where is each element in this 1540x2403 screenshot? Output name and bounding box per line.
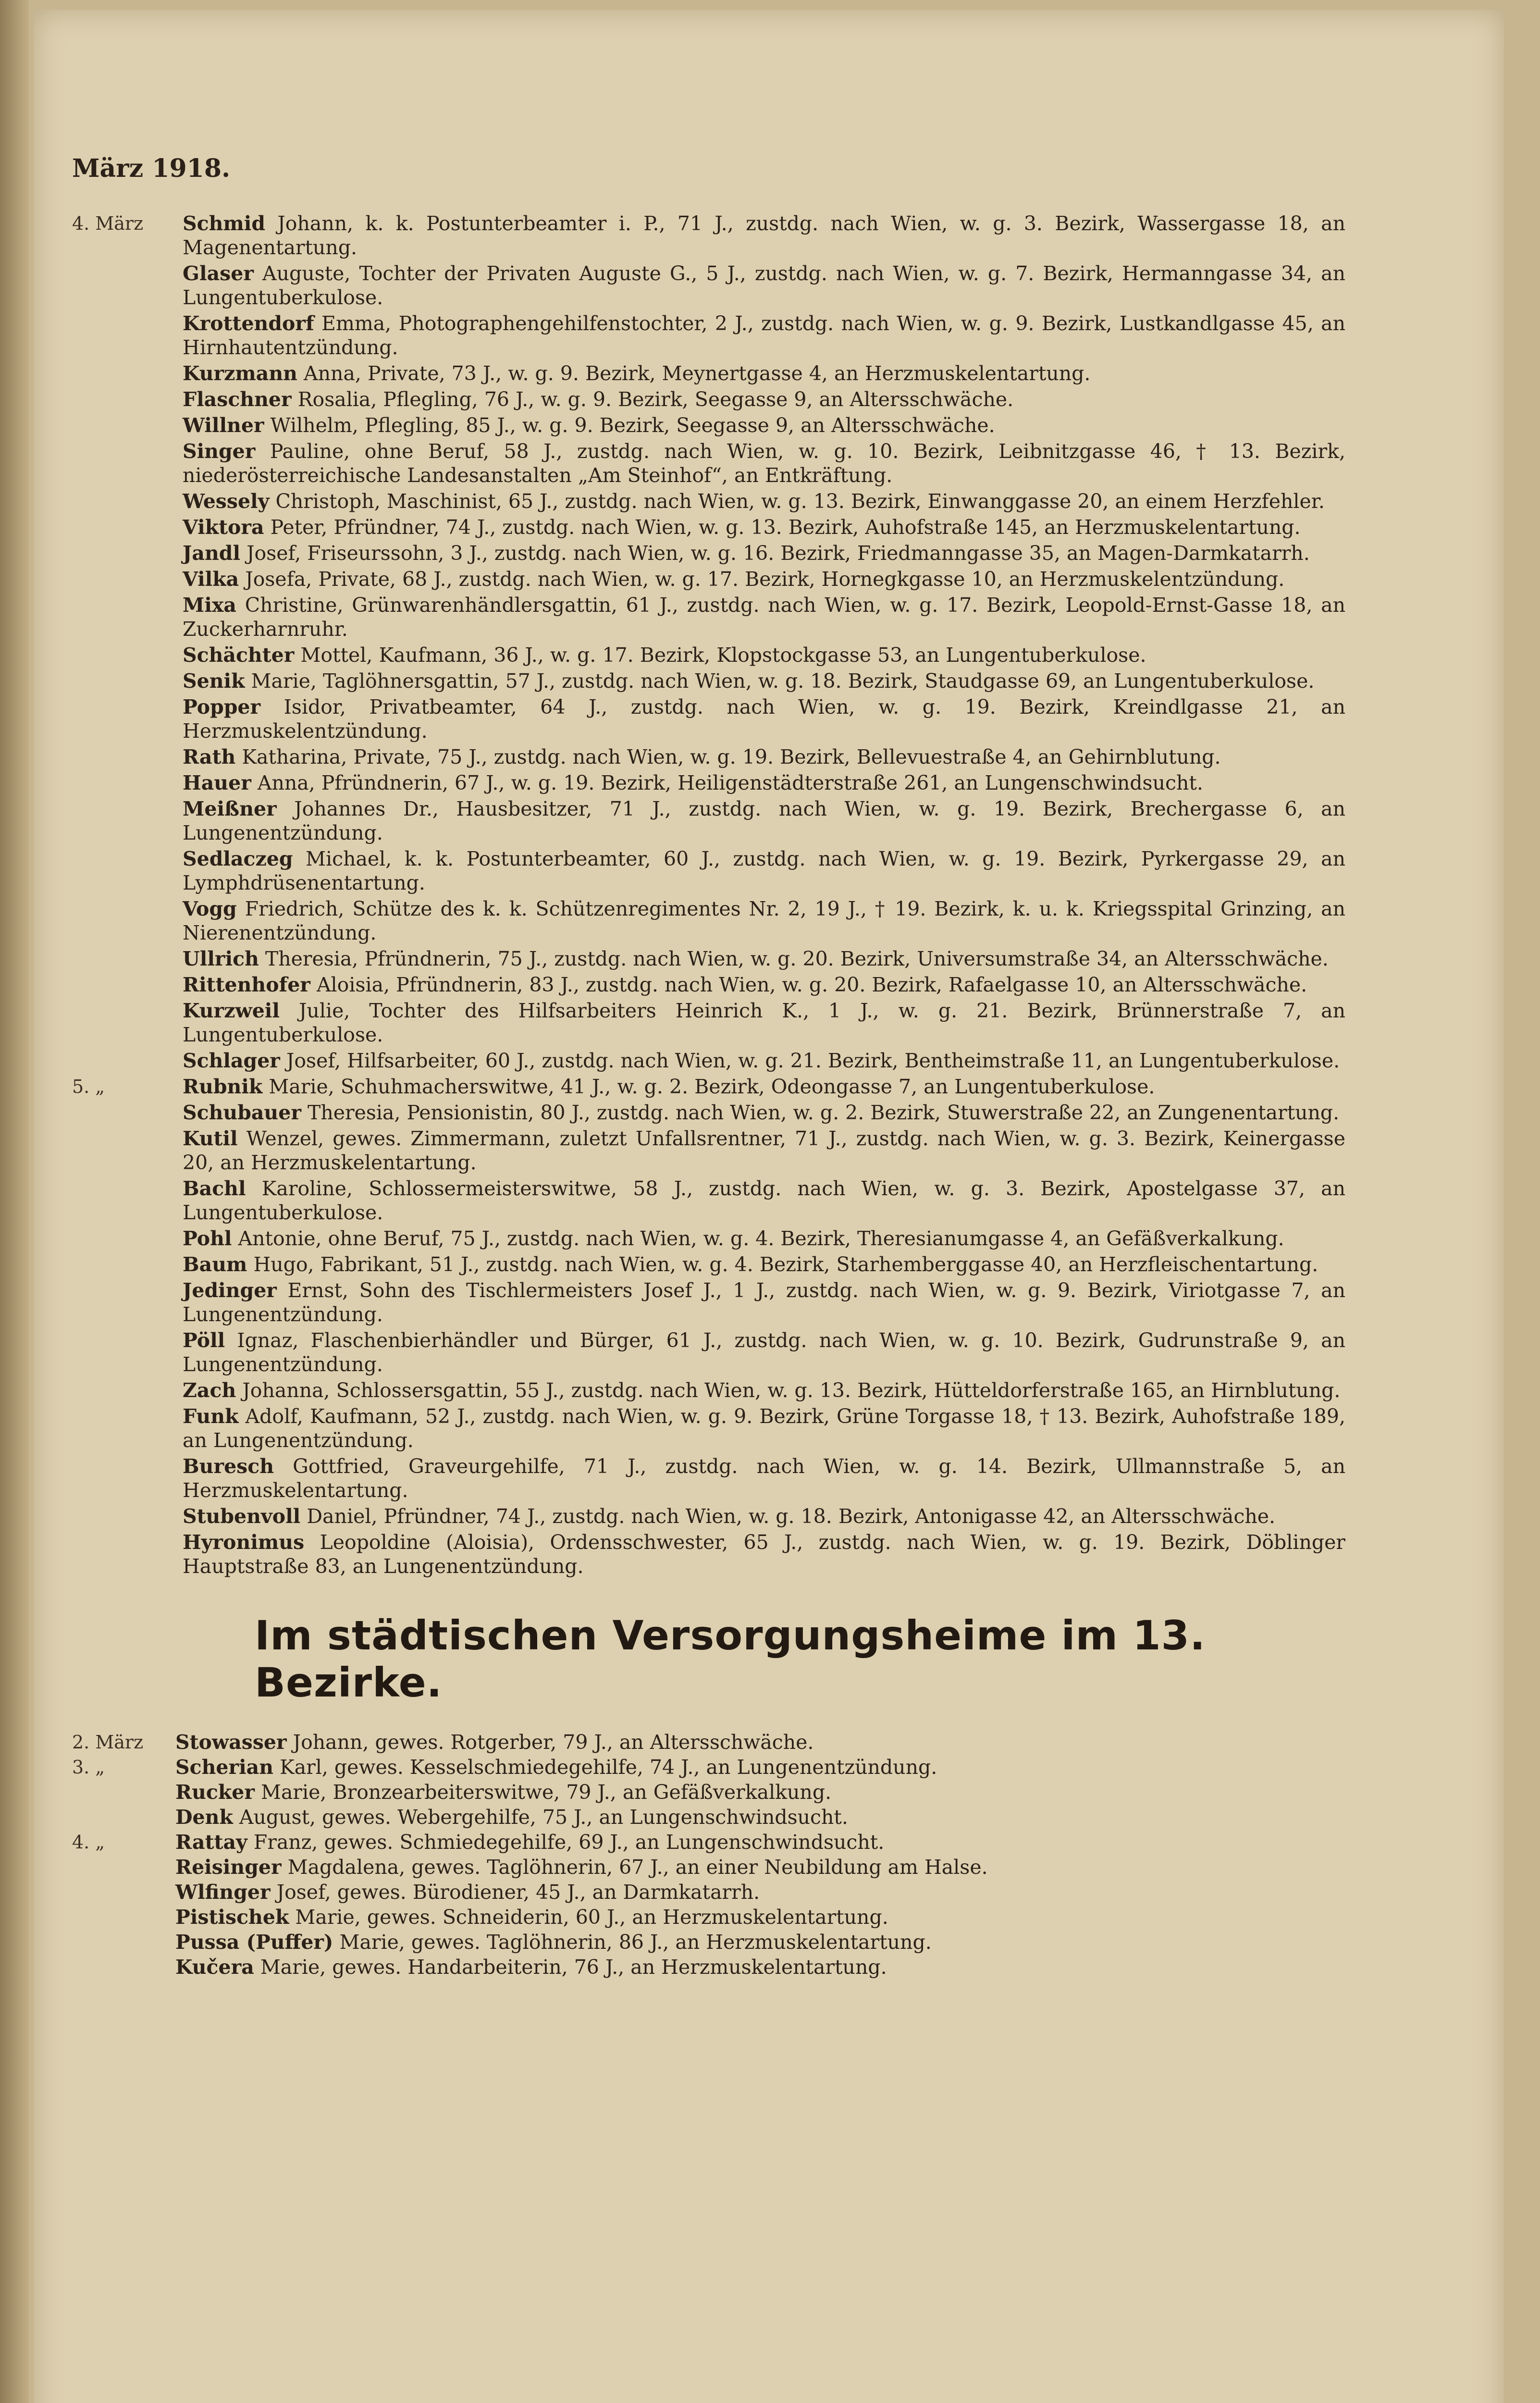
entry-body [183, 261, 1345, 310]
entry-date: 2. März [72, 1732, 144, 1753]
entry-surname: Buresch [183, 1455, 274, 1478]
entry-surname: Wlfinger [175, 1881, 271, 1904]
register-entry [72, 593, 1345, 641]
entry-surname: Schächter [183, 644, 295, 667]
register-entry [72, 439, 1345, 487]
entry-body [183, 541, 1345, 565]
entry-surname: Pistischek [175, 1906, 289, 1929]
entry-surname: Bachl [183, 1177, 246, 1200]
entry-body [183, 1226, 1345, 1251]
entry-surname: Baum [183, 1253, 247, 1276]
register-entry [72, 311, 1345, 359]
entry-surname: Jandl [183, 542, 241, 565]
entry-details: Daniel, Pfründner, 74 J., zustdg. nach Wien, w. g. 18. Bezirk, Antonigasse 42, an Altersschwäche. [307, 1505, 1276, 1528]
entry-surname: Schmid [183, 212, 266, 235]
entry-details: Peter, Pfründner, 74 J., zustdg. nach Wien, w. g. 13. Bezirk, Auhofstraße 145, an Herzmuskelentartung. [270, 516, 1301, 539]
entry-details: Adolf, Kaufmann, 52 J., zustdg. nach Wien, w. g. 9. Bezirk, Grüne Torgasse 18, † 13. Bezirk, Auhofstraße 189, an Lungenentzündung. [183, 1405, 1345, 1452]
register-entry [72, 1404, 1345, 1452]
entry-details: Marie, gewes. Schneiderin, 60 J., an Herzmuskelentartung. [295, 1906, 888, 1929]
entry-surname: Pöll [183, 1329, 225, 1352]
entry-details: Leopoldine (Aloisia), Ordensschwester, 65 J., zustdg. nach Wien, w. g. 19. Bezirk, Döblinger Hauptstraße 83, an Lungenentzündung. [183, 1531, 1345, 1578]
entry-surname: Rattay [175, 1831, 247, 1854]
entry-surname: Kutil [183, 1127, 238, 1150]
entry-surname: Schlager [183, 1049, 280, 1072]
entry-details: Emma, Photographengehilfenstochter, 2 J., zustdg. nach Wien, w. g. 9. Bezirk, Lustkandlgasse 45, an Hirnhautentzündung. [183, 312, 1345, 359]
entry-details: Magdalena, gewes. Taglöhnerin, 67 J., an einer Neubildung am Halse. [287, 1856, 988, 1879]
entry-details: Friedrich, Schütze des k. k. Schützenregimentes Nr. 2, 19 J., † 19. Bezirk, k. u. k. Kriegsspital Grinzing, an Nierenentzündung. [183, 897, 1345, 944]
register-entry [72, 1780, 1345, 1804]
register-entry [72, 1177, 1345, 1225]
entry-body [175, 1880, 1345, 1904]
entry-body [183, 1075, 1345, 1099]
entry-details: Gottfried, Graveurgehilfe, 71 J., zustdg. nach Wien, w. g. 14. Bezirk, Ullmannstraße 5, an Herzmuskelentartung. [183, 1455, 1345, 1502]
entry-details: Anna, Pfründnerin, 67 J., w. g. 19. Bezirk, Heiligenstädterstraße 261, an Lungenschwindsucht. [257, 771, 1203, 794]
entry-surname: Singer [183, 440, 256, 463]
register-entry [72, 745, 1345, 769]
entry-details: Josef, Friseurssohn, 3 J., zustdg. nach Wien, w. g. 16. Bezirk, Friedmanngasse 35, an Magen-Darmkatarrh. [246, 542, 1310, 565]
register-entry [72, 1252, 1345, 1276]
entry-surname: Pussa (Puffer) [175, 1931, 333, 1954]
entry-surname: Popper [183, 695, 261, 718]
entry-body [183, 1177, 1345, 1225]
entry-details: Katharina, Private, 75 J., zustdg. nach Wien, w. g. 19. Bezirk, Bellevuestraße 4, an Gehirnblutung. [242, 745, 1221, 768]
register-entry [72, 643, 1345, 667]
entry-details: Mottel, Kaufmann, 36 J., w. g. 17. Bezirk, Klopstockgasse 53, an Lungentuberkulose. [300, 644, 1146, 667]
register-entry [72, 261, 1345, 310]
register-entry [72, 1328, 1345, 1376]
entry-details: Theresia, Pfründnerin, 75 J., zustdg. nach Wien, w. g. 20. Bezirk, Universumstraße 34, an Altersschwäche. [265, 947, 1329, 970]
entry-surname: Rucker [175, 1781, 255, 1804]
book-binding [0, 0, 29, 2403]
entry-surname: Denk [175, 1806, 233, 1829]
register-entry [72, 797, 1345, 845]
entry-body [183, 1378, 1345, 1402]
entry-body [175, 1805, 1345, 1829]
entry-details: Auguste, Tochter der Privaten Auguste G., 5 J., zustdg. nach Wien, w. g. 7. Bezirk, Hermanngasse 34, an Lungentuberkulose. [183, 262, 1345, 309]
register-entry [72, 1905, 1345, 1929]
entry-surname: Zach [183, 1379, 236, 1402]
entry-surname: Hauer [183, 771, 251, 794]
page-header: März 1918. [72, 154, 231, 183]
entry-surname: Hyronimus [183, 1531, 305, 1554]
register-entry [72, 567, 1345, 591]
register-entry [72, 1955, 1345, 1979]
entry-surname: Kurzweil [183, 999, 280, 1022]
register-entry [72, 1504, 1345, 1528]
entry-body [183, 771, 1345, 795]
register-entry [72, 211, 1345, 260]
entry-body [183, 439, 1345, 487]
entry-details: Wilhelm, Pflegling, 85 J., w. g. 9. Bezirk, Seegasse 9, an Altersschwäche. [270, 414, 995, 437]
entry-body [183, 669, 1345, 693]
register-entry [72, 1378, 1345, 1402]
entry-body [175, 1730, 1345, 1754]
register-entry [72, 1755, 1345, 1779]
entry-details: Johannes Dr., Hausbesitzer, 71 J., zustdg. nach Wien, w. g. 19. Bezirk, Brechergasse 6, an Lungenentzündung. [183, 797, 1345, 844]
entry-details: Michael, k. k. Postunterbeamter, 60 J., zustdg. nach Wien, w. g. 19. Bezirk, Pyrkergasse 29, an Lymphdrüsenentartung. [183, 847, 1345, 894]
entry-details: Marie, gewes. Taglöhnerin, 86 J., an Herzmuskelentartung. [339, 1931, 932, 1954]
entry-surname: Stowasser [175, 1731, 287, 1754]
register-entry [72, 541, 1345, 565]
entry-body [183, 1278, 1345, 1326]
entry-surname: Schubauer [183, 1101, 301, 1124]
entry-surname: Glaser [183, 262, 254, 285]
register-entry [72, 361, 1345, 385]
register-entry [72, 1930, 1345, 1954]
entry-body [175, 1755, 1345, 1779]
register-entry [72, 1049, 1345, 1073]
entry-body [183, 643, 1345, 667]
entry-surname: Ullrich [183, 947, 259, 970]
entry-surname: Vilka [183, 568, 239, 591]
section-title: Im städtischen Versorgungsheime im 13. Bezirke. [255, 1612, 1206, 1706]
entry-body [183, 311, 1345, 359]
entry-body [183, 947, 1345, 971]
entry-surname: Rittenhofer [183, 973, 310, 996]
death-register-list [72, 211, 1345, 1578]
register-entry [72, 515, 1345, 539]
entry-body [183, 1530, 1345, 1578]
entry-details: Ignaz, Flaschenbierhändler und Bürger, 61 J., zustdg. nach Wien, w. g. 10. Bezirk, Gudrunstraße 9, an Lungenentzündung. [183, 1329, 1345, 1376]
register-entry [72, 1730, 1345, 1754]
entry-surname: Meißner [183, 797, 277, 820]
entry-surname: Flaschner [183, 388, 292, 411]
entry-body [183, 999, 1345, 1047]
entry-surname: Kučera [175, 1956, 254, 1979]
entry-date: 3. „ [72, 1757, 105, 1778]
entry-details: Karoline, Schlossermeisterswitwe, 58 J., zustdg. nach Wien, w. g. 3. Bezirk, Apostelgasse 37, an Lungentuberkulose. [183, 1177, 1345, 1224]
entry-details: Ernst, Sohn des Tischlermeisters Josef J., 1 J., zustdg. nach Wien, w. g. 9. Bezirk, Viriotgasse 7, an Lungenentzündung. [183, 1279, 1345, 1326]
entry-body [183, 515, 1345, 539]
entry-surname: Sedlaczeg [183, 847, 293, 870]
entry-details: Johann, gewes. Rotgerber, 79 J., an Altersschwäche. [293, 1731, 814, 1754]
register-entry [72, 489, 1345, 513]
entry-details: Theresia, Pensionistin, 80 J., zustdg. nach Wien, w. g. 2. Bezirk, Stuwerstraße 22, an Zungenentartung. [307, 1101, 1340, 1124]
register-entry [72, 1075, 1345, 1099]
entry-body [183, 897, 1345, 945]
entry-surname: Vogg [183, 897, 237, 920]
register-content [72, 211, 1345, 1980]
entry-surname: Viktora [183, 516, 264, 539]
entry-details: Aloisia, Pfründnerin, 83 J., zustdg. nach Wien, w. g. 20. Bezirk, Rafaelgasse 10, an Altersschwäche. [316, 973, 1307, 996]
register-entry [72, 1855, 1345, 1879]
entry-surname: Stubenvoll [183, 1505, 301, 1528]
entry-date: 5. „ [72, 1076, 105, 1097]
entry-body [175, 1905, 1345, 1929]
entry-details: Wenzel, gewes. Zimmermann, zuletzt Unfallsrentner, 71 J., zustdg. nach Wien, w. g. 3. Bezirk, Keinergasse 20, an Herzmuskelentartung. [183, 1127, 1345, 1174]
entry-details: Josef, Hilfsarbeiter, 60 J., zustdg. nach Wien, w. g. 21. Bezirk, Bentheimstraße 11, an Lungentuberkulose. [286, 1049, 1340, 1072]
entry-body [183, 973, 1345, 997]
entry-body [183, 1454, 1345, 1502]
entry-surname: Jedinger [183, 1279, 277, 1302]
entry-body [183, 1101, 1345, 1125]
entry-surname: Pohl [183, 1227, 232, 1250]
register-entry [72, 1880, 1345, 1904]
entry-body [183, 387, 1345, 411]
register-entry [72, 1278, 1345, 1326]
entry-details: Pauline, ohne Beruf, 58 J., zustdg. nach Wien, w. g. 10. Bezirk, Leibnitzgasse 46, † 13. Bezirk, niederösterreichische Landesanstalten „Am Steinhof“, an Entkräftung. [183, 440, 1345, 487]
register-entry [72, 1127, 1345, 1175]
entry-details: August, gewes. Webergehilfe, 75 J., an Lungenschwindsucht. [239, 1806, 848, 1829]
entry-body [175, 1855, 1345, 1879]
entry-body [183, 1127, 1345, 1175]
entry-details: Karl, gewes. Kesselschmiedegehilfe, 74 J., an Lungenentzündung. [280, 1756, 937, 1779]
entry-details: Johann, k. k. Postunterbeamter i. P., 71 J., zustdg. nach Wien, w. g. 3. Bezirk, Wassergasse 18, an Magenentartung. [183, 212, 1345, 259]
entry-details: Marie, Taglöhnersgattin, 57 J., zustdg. nach Wien, w. g. 18. Bezirk, Staudgasse 69, an Lungentuberkulose. [251, 669, 1315, 693]
register-entry [72, 387, 1345, 411]
register-entry [72, 999, 1345, 1047]
entry-surname: Mixa [183, 594, 236, 617]
entry-details: Marie, Bronzearbeiterswitwe, 79 J., an Gefäßverkalkung. [261, 1781, 832, 1804]
register-entry [72, 1805, 1345, 1829]
register-entry [72, 1226, 1345, 1251]
entry-details: Johanna, Schlossersgattin, 55 J., zustdg. nach Wien, w. g. 13. Bezirk, Hütteldorferstraße 165, an Hirnblutung. [242, 1379, 1341, 1402]
entry-body [183, 361, 1345, 385]
entry-details: Christoph, Maschinist, 65 J., zustdg. nach Wien, w. g. 13. Bezirk, Einwanggasse 20, an einem Herzfehler. [275, 490, 1325, 513]
entry-body [183, 797, 1345, 845]
entry-surname: Willner [183, 414, 264, 437]
entry-details: Josefa, Private, 68 J., zustdg. nach Wien, w. g. 17. Bezirk, Hornegkgasse 10, an Herzmuskelentzündung. [245, 568, 1285, 591]
entry-surname: Rath [183, 745, 236, 768]
register-entry [72, 973, 1345, 997]
entry-date: 4. „ [72, 1832, 105, 1853]
register-entry [72, 1830, 1345, 1854]
entry-body [183, 211, 1345, 260]
register-entry [72, 1530, 1345, 1578]
entry-body [175, 1780, 1345, 1804]
entry-body [183, 1504, 1345, 1528]
entry-body [175, 1830, 1345, 1854]
entry-body [183, 413, 1345, 437]
entry-surname: Rubnik [183, 1075, 263, 1098]
register-entry [72, 1101, 1345, 1125]
register-entry [72, 695, 1345, 743]
entry-surname: Krottendorf [183, 312, 314, 335]
entry-details: Franz, gewes. Schmiedegehilfe, 69 J., an Lungenschwindsucht. [253, 1831, 885, 1854]
entry-body [183, 1049, 1345, 1073]
entry-body [183, 1328, 1345, 1376]
entry-body [175, 1955, 1345, 1979]
entry-body [183, 695, 1345, 743]
entry-surname: Wessely [183, 490, 270, 513]
entry-details: Marie, Schuhmacherswitwe, 41 J., w. g. 2. Bezirk, Odeongasse 7, an Lungentuberkulose. [269, 1075, 1155, 1098]
entry-surname: Funk [183, 1405, 239, 1428]
entry-details: Julie, Tochter des Hilfsarbeiters Heinrich K., 1 J., w. g. 21. Bezirk, Brünnerstraße 7, an Lungentuberkulose. [183, 999, 1345, 1046]
entry-details: Isidor, Privatbeamter, 64 J., zustdg. nach Wien, w. g. 19. Bezirk, Kreindlgasse 21, an Herzmuskelentzündung. [183, 695, 1345, 743]
entry-body [183, 593, 1345, 641]
entry-details: Antonie, ohne Beruf, 75 J., zustdg. nach Wien, w. g. 4. Bezirk, Theresianumgasse 4, an Gefäßverkalkung. [238, 1227, 1284, 1250]
register-entry [72, 413, 1345, 437]
entry-details: Josef, gewes. Bürodiener, 45 J., an Darmkatarrh. [276, 1881, 760, 1904]
entry-details: Hugo, Fabrikant, 51 J., zustdg. nach Wien, w. g. 4. Bezirk, Starhemberggasse 40, an Herzfleischentartung. [253, 1253, 1318, 1276]
entry-surname: Scherian [175, 1756, 274, 1779]
register-entry [72, 669, 1345, 693]
entry-details: Rosalia, Pflegling, 76 J., w. g. 9. Bezirk, Seegasse 9, an Altersschwäche. [297, 388, 1014, 411]
entry-body [183, 1252, 1345, 1276]
entry-body [183, 567, 1345, 591]
register-entry [72, 1454, 1345, 1502]
register-entry [72, 847, 1345, 895]
entry-body [183, 1404, 1345, 1452]
entry-body [183, 745, 1345, 769]
entry-details: Christine, Grünwarenhändlersgattin, 61 J., zustdg. nach Wien, w. g. 17. Bezirk, Leopold-Ernst-Gasse 18, an Zuckerharnruhr. [183, 594, 1345, 641]
register-entry [72, 771, 1345, 795]
entry-date: 4. März [72, 213, 144, 234]
register-entry [72, 947, 1345, 971]
entry-body [175, 1930, 1345, 1954]
entry-body [183, 847, 1345, 895]
entry-surname: Senik [183, 669, 245, 693]
care-home-register-list [72, 1730, 1345, 1979]
entry-surname: Reisinger [175, 1856, 282, 1879]
register-entry [72, 897, 1345, 945]
entry-surname: Kurzmann [183, 362, 297, 385]
entry-body [183, 489, 1345, 513]
entry-details: Anna, Private, 73 J., w. g. 9. Bezirk, Meynertgasse 4, an Herzmuskelentartung. [304, 362, 1091, 385]
entry-details: Marie, gewes. Handarbeiterin, 76 J., an Herzmuskelentartung. [260, 1956, 887, 1979]
